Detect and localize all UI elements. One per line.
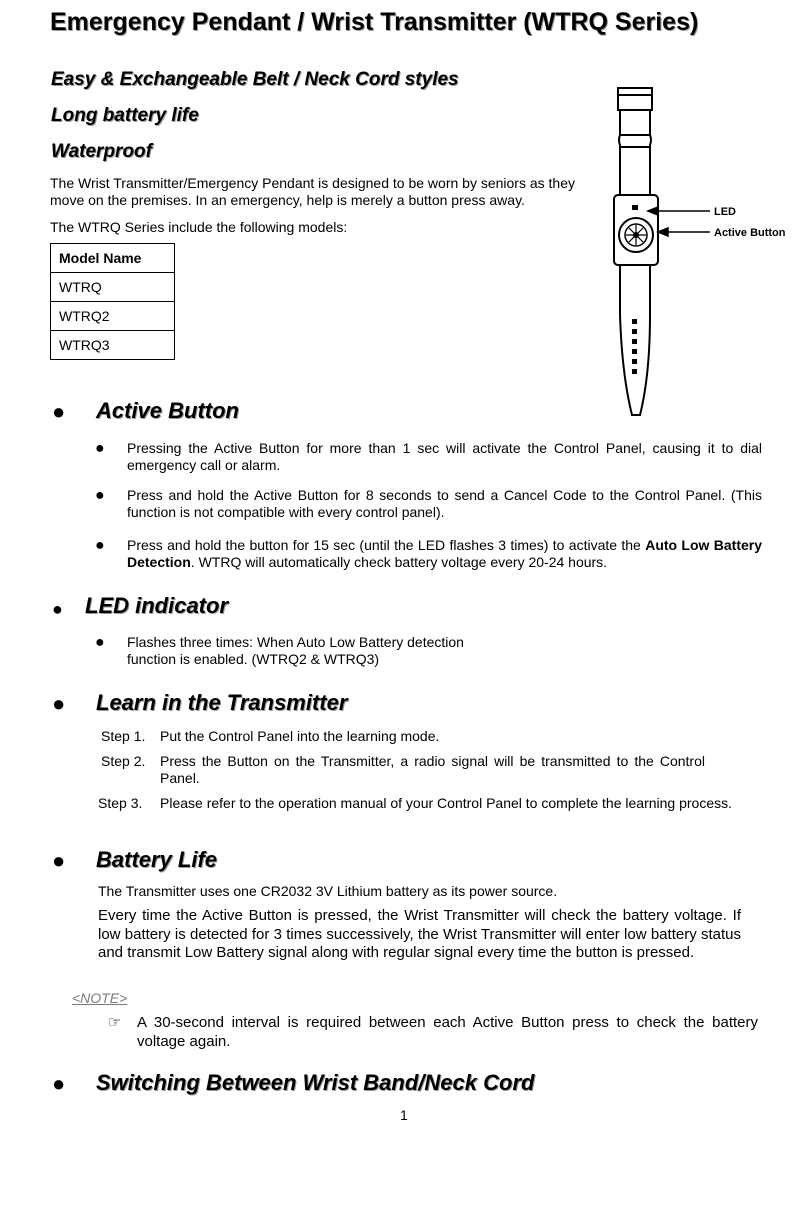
list-bullet: ● xyxy=(95,634,105,651)
section-heading-active-button: Active Button xyxy=(96,398,239,423)
intro-paragraph: The Wrist Transmitter/Emergency Pendant is designed to be worn by seniors as they move on the premises. In an emergency, help is merely a button press away. xyxy=(50,175,575,208)
models-intro: The WTRQ Series include the following models: xyxy=(50,219,348,235)
list-item-text: Press and hold the button for 15 sec (until the LED flashes 3 times) to activate the xyxy=(127,537,646,553)
list-item xyxy=(127,537,762,571)
table-row xyxy=(51,302,175,331)
note-text: A 30-second interval is required between each Active Button press to check the battery voltage again. xyxy=(137,1014,758,1050)
active-button-callout: Active Button xyxy=(714,227,786,239)
section-heading-battery: Battery Life xyxy=(96,847,218,872)
section-bullet: ● xyxy=(52,599,63,619)
models-table xyxy=(50,243,175,360)
table-cell: WTRQ2 xyxy=(51,302,175,331)
list-item-line: function is enabled. (WTRQ2 & WTRQ3) xyxy=(127,651,380,667)
pointing-hand-icon: ☞ xyxy=(108,1014,122,1031)
page-number: 1 xyxy=(400,1107,408,1123)
battery-check-paragraph: Every time the Active Button is pressed, the Wrist Transmitter will check the battery voltage. If low battery is detected for 3 times successively, the Wrist Transmitter will enter low battery status and transmit Low Battery signal along with regular signal every time the button is pressed. xyxy=(98,907,741,961)
list-bullet: ● xyxy=(95,440,105,457)
list-bullet: ● xyxy=(95,537,105,554)
section-heading-led: LED indicator xyxy=(85,593,229,618)
section-heading-learn: Learn in the Transmitter xyxy=(96,690,348,715)
table-header-row xyxy=(51,244,175,273)
band-buckle xyxy=(618,88,652,110)
table-row xyxy=(51,273,175,302)
page-title: Emergency Pendant / Wrist Transmitter (WTRQ Series) xyxy=(50,8,699,36)
table-row xyxy=(51,331,175,360)
step-label: Step 3. xyxy=(98,795,143,811)
list-item: Pressing the Active Button for more than 1 sec will activate the Control Panel, causing it to dial emergency call or alarm. xyxy=(127,440,762,473)
table-cell: WTRQ3 xyxy=(51,331,175,360)
section-bullet: ● xyxy=(52,399,66,424)
wrist-transmitter-figure xyxy=(600,85,800,425)
table-header-cell: Model Name xyxy=(51,244,175,273)
step-label: Step 1. xyxy=(101,728,146,744)
section-heading-switching: Switching Between Wrist Band/Neck Cord xyxy=(96,1070,535,1095)
list-item-text: . WTRQ will automatically check battery voltage every 20-24 hours. xyxy=(190,554,608,570)
step-label: Step 2. xyxy=(101,753,146,769)
battery-source-text: The Transmitter uses one CR2032 3V Lithium battery as its power source. xyxy=(98,883,558,899)
section-bullet: ● xyxy=(52,1071,66,1096)
list-bullet: ● xyxy=(95,487,105,504)
section-bullet: ● xyxy=(52,691,66,716)
led-dot xyxy=(632,205,638,210)
section-bullet: ● xyxy=(52,848,66,873)
list-item: Press and hold the Active Button for 8 seconds to send a Cancel Code to the Control Panel. (This function is not compatible with every control panel). xyxy=(127,487,762,520)
step-text: Press the Button on the Transmitter, a radio signal will be transmitted to the Control Panel. xyxy=(160,753,705,786)
table-cell: WTRQ xyxy=(51,273,175,302)
step-text: Please refer to the operation manual of your Control Panel to complete the learning process. xyxy=(160,795,732,811)
list-item-line: Flashes three times: When Auto Low Battery detection xyxy=(127,634,464,650)
feature-waterproof: Waterproof xyxy=(51,141,152,162)
led-callout: LED xyxy=(714,206,736,218)
step-text: Put the Control Panel into the learning mode. xyxy=(160,728,440,744)
feature-battery: Long battery life xyxy=(51,105,199,126)
list-item-bold: Auto Low Battery Detection xyxy=(127,537,762,570)
upper-strap xyxy=(619,110,651,195)
note-label: <NOTE> xyxy=(72,990,128,1006)
feature-exchangeable: Easy & Exchangeable Belt / Neck Cord styles xyxy=(51,69,459,90)
list-item xyxy=(127,634,464,668)
